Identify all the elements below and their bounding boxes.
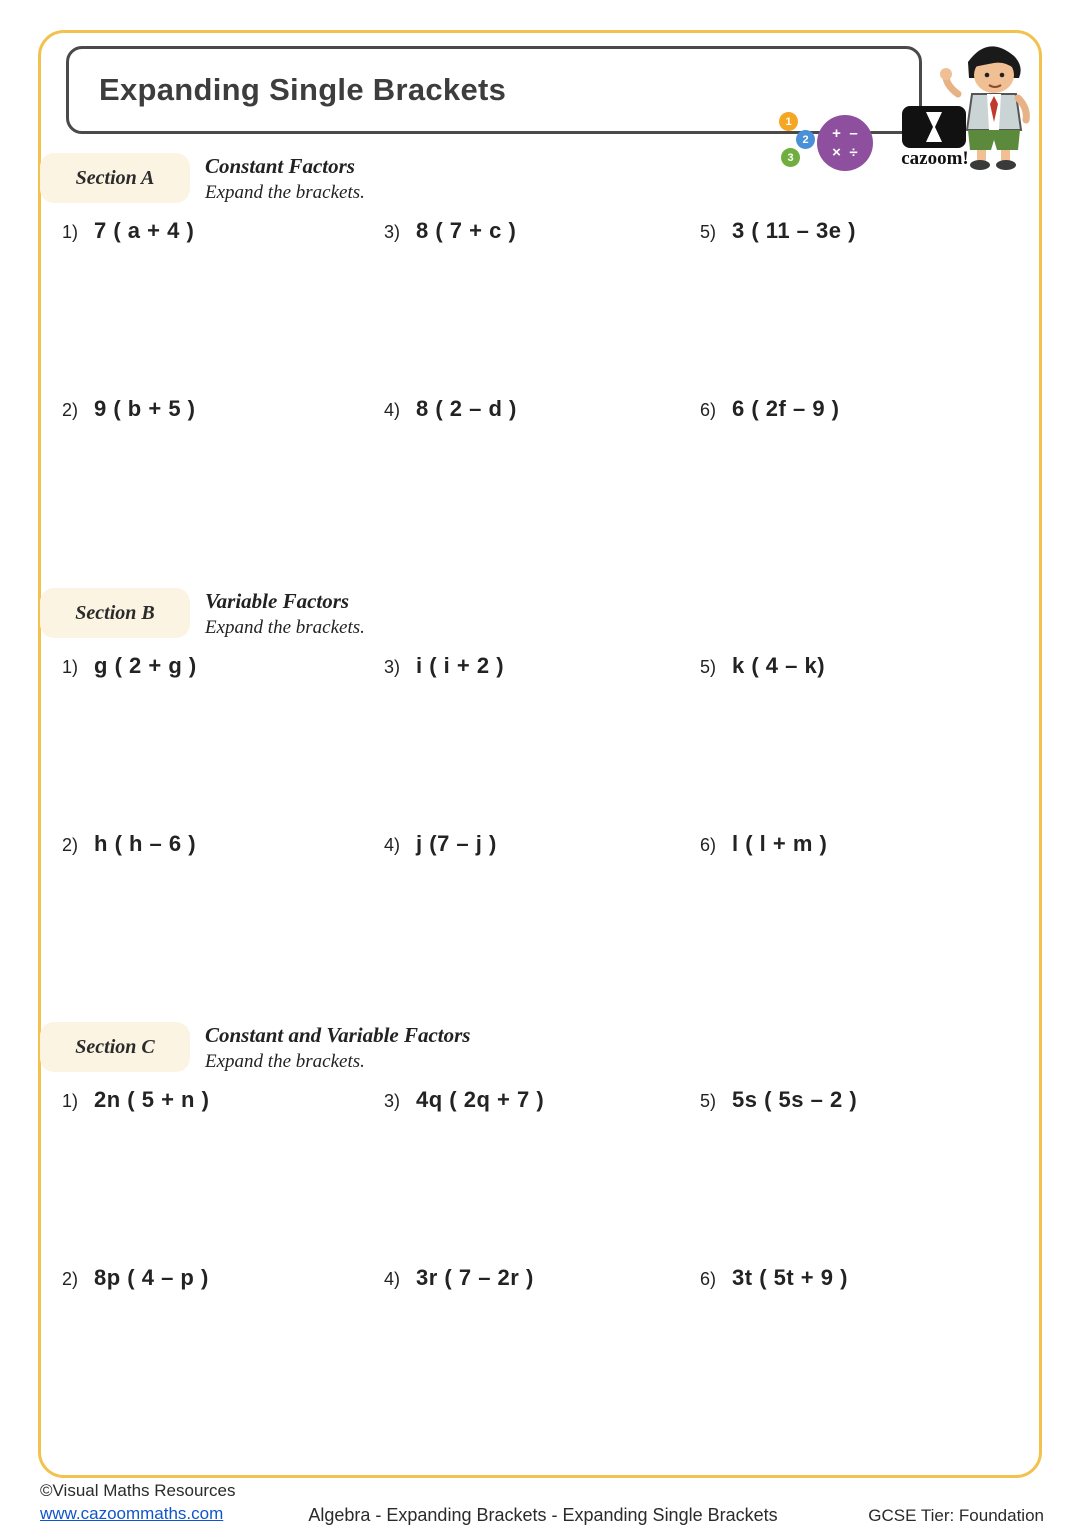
problem xyxy=(62,831,196,857)
problem xyxy=(62,218,194,244)
section-a-label: Section A xyxy=(40,153,190,203)
website-link[interactable]: www.cazoommaths.com xyxy=(40,1504,224,1523)
problem xyxy=(700,1087,857,1113)
problem-number: 6) xyxy=(700,1269,717,1289)
problem-number: 5) xyxy=(700,222,717,242)
problem-number: 6) xyxy=(700,400,717,420)
problem xyxy=(700,831,827,857)
problem xyxy=(700,218,856,244)
problem-number: 3) xyxy=(384,222,401,242)
problem-expression: 4q ( 2q + 7 ) xyxy=(416,1087,545,1112)
problem-number: 1) xyxy=(62,1091,79,1111)
problem-number: 3) xyxy=(384,1091,401,1111)
section-a-heading: Constant Factors xyxy=(205,154,355,178)
section-c-instruction: Expand the brackets. xyxy=(205,1051,365,1072)
problem-number: 2) xyxy=(62,835,79,855)
problem-expression: 8p ( 4 – p ) xyxy=(94,1265,209,1290)
problem-number: 6) xyxy=(700,835,717,855)
problem-number: 5) xyxy=(700,1091,717,1111)
problem-expression: g ( 2 + g ) xyxy=(94,653,197,678)
problem-expression: 2n ( 5 + n ) xyxy=(94,1087,210,1112)
problem xyxy=(700,1265,848,1291)
problem-expression: k ( 4 – k) xyxy=(732,653,826,678)
problem-number: 1) xyxy=(62,657,79,677)
problem-expression: i ( i + 2 ) xyxy=(416,653,505,678)
section-a xyxy=(0,150,1086,584)
problem-expression: j (7 – j ) xyxy=(416,831,497,856)
problem xyxy=(62,1087,209,1113)
multiply-icon: × xyxy=(832,144,841,161)
problem-expression: 5s ( 5s – 2 ) xyxy=(732,1087,858,1112)
plus-icon: + xyxy=(832,125,841,142)
number-1-badge-icon: 1 xyxy=(779,112,798,131)
section-c xyxy=(0,1019,1086,1453)
problem-number: 5) xyxy=(700,657,717,677)
problem-expression: 7 ( a + 4 ) xyxy=(94,218,195,243)
footer-copyright: ©Visual Maths Resources xyxy=(40,1481,236,1500)
problem-expression: 8 ( 7 + c ) xyxy=(416,218,517,243)
problem xyxy=(384,218,516,244)
problem-expression: 3 ( 11 – 3e ) xyxy=(732,218,856,243)
problem-number: 4) xyxy=(384,400,401,420)
problem xyxy=(384,1265,534,1291)
cazoom-logo-text: cazoom! xyxy=(901,148,969,169)
problem-expression: 3t ( 5t + 9 ) xyxy=(732,1265,848,1290)
problem xyxy=(700,396,840,422)
section-b-label: Section B xyxy=(40,588,190,638)
divide-icon: ÷ xyxy=(849,144,858,161)
section-b-instruction: Expand the brackets. xyxy=(205,617,365,638)
page-title: Expanding Single Brackets xyxy=(99,72,507,107)
footer-tier: GCSE Tier: Foundation xyxy=(868,1506,1044,1525)
problem-number: 1) xyxy=(62,222,79,242)
problem-number: 4) xyxy=(384,835,401,855)
footer-breadcrumb: Algebra - Expanding Brackets - Expanding Single Brackets xyxy=(308,1505,778,1525)
number-3-badge-icon: 3 xyxy=(781,148,800,167)
section-c-heading: Constant and Variable Factors xyxy=(205,1023,471,1047)
problem xyxy=(384,653,504,679)
problem xyxy=(62,396,196,422)
problem-number: 3) xyxy=(384,657,401,677)
problem-expression: 6 ( 2f – 9 ) xyxy=(732,396,840,421)
problem xyxy=(384,1087,544,1113)
minus-icon: – xyxy=(849,125,858,142)
problem-expression: 8 ( 2 – d ) xyxy=(416,396,517,421)
problem-number: 2) xyxy=(62,400,79,420)
problem xyxy=(384,831,497,857)
problem-expression: h ( h – 6 ) xyxy=(94,831,197,856)
problem-expression: 3r ( 7 – 2r ) xyxy=(416,1265,534,1290)
problem-number: 2) xyxy=(62,1269,79,1289)
section-b-heading: Variable Factors xyxy=(205,589,350,613)
problem xyxy=(700,653,825,679)
problem xyxy=(384,396,517,422)
section-c-label: Section C xyxy=(40,1022,190,1072)
problem-expression: l ( l + m ) xyxy=(732,831,828,856)
section-a-instruction: Expand the brackets. xyxy=(205,182,365,203)
problem xyxy=(62,653,197,679)
section-b xyxy=(0,585,1086,1019)
problem xyxy=(62,1265,209,1291)
number-2-badge-icon: 2 xyxy=(796,130,815,149)
problem-number: 4) xyxy=(384,1269,401,1289)
problem-expression: 9 ( b + 5 ) xyxy=(94,396,196,421)
